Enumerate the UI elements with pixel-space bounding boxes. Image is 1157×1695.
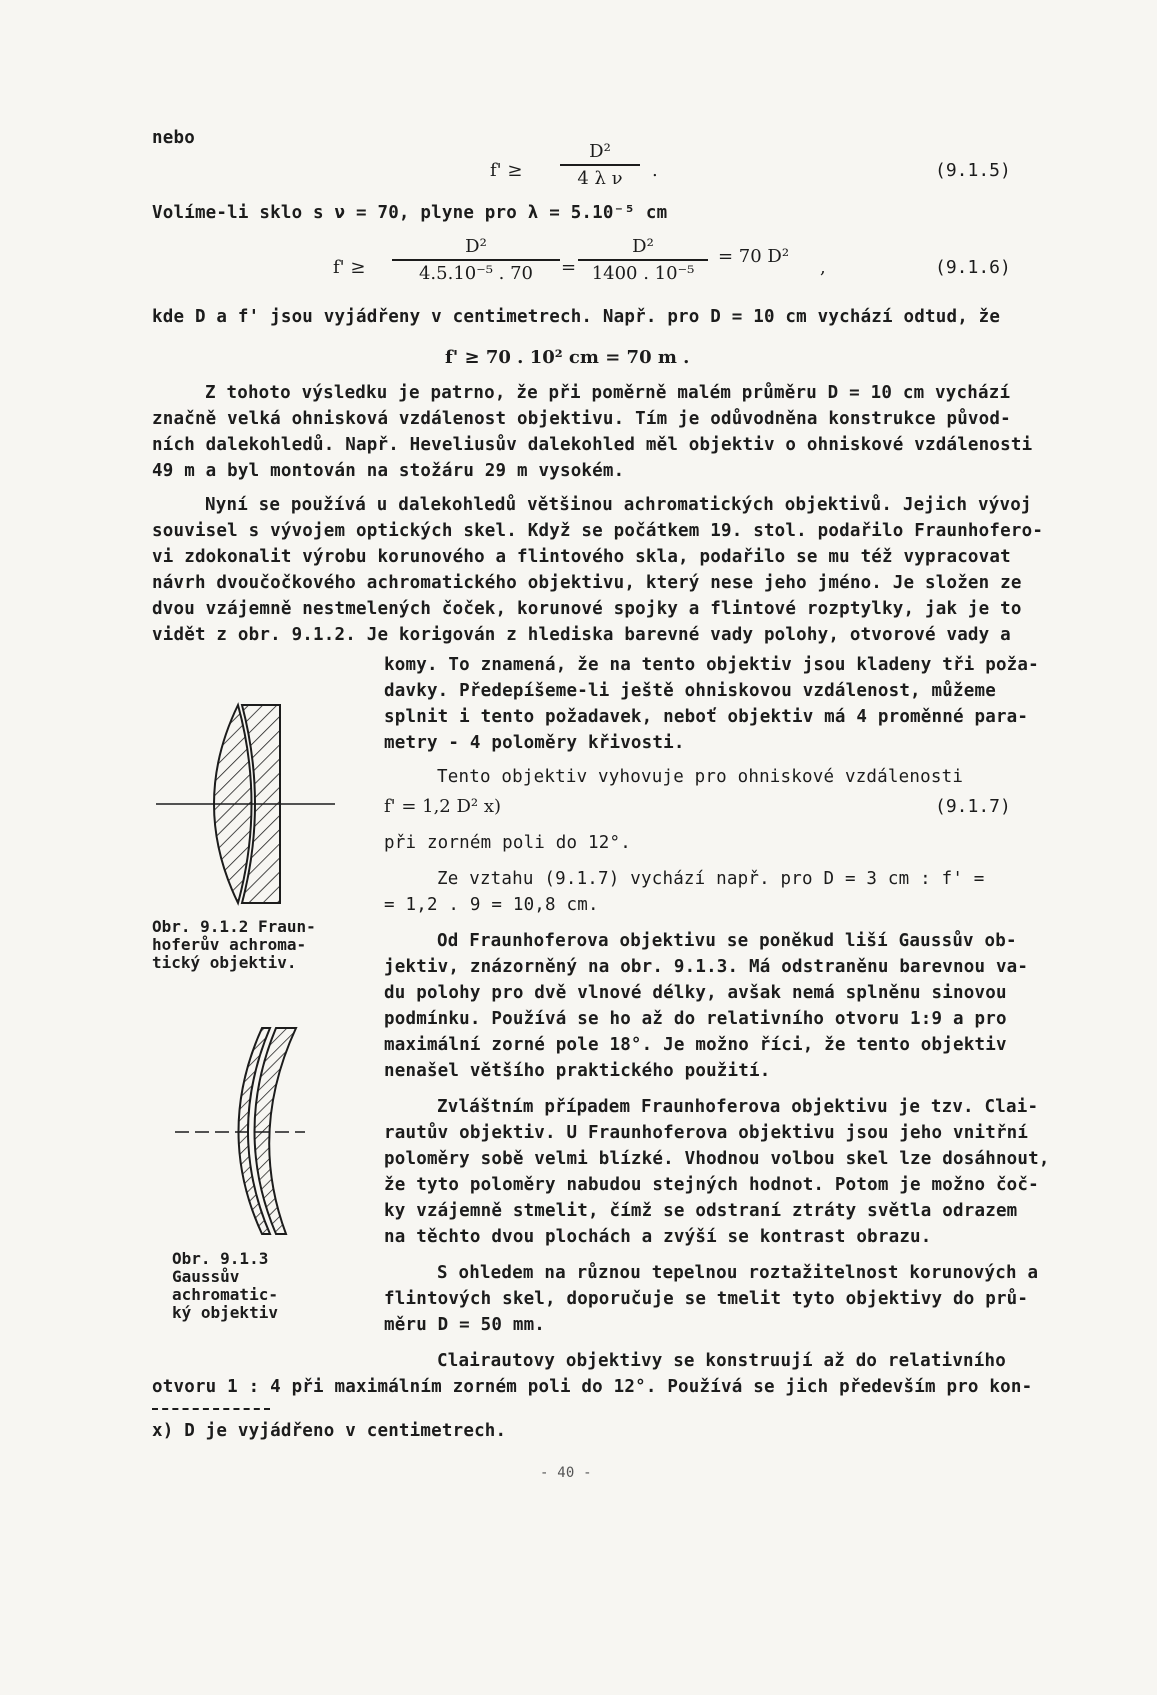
eq916-fraction1 [392,236,560,284]
caption-912-line1: Obr. 9.1.2 Fraun- [152,917,316,936]
p1-line4: 49 m a byl montován na stožáru 29 m vysokém. [152,461,625,481]
caption-fig-9-1-2 [152,918,316,972]
eq916-den1: 4.5.10⁻⁵ . 70 [418,263,534,284]
text-volime: Volíme-li sklo s ν = 70, plyne pro λ = 5.10⁻⁵ cm [152,203,668,223]
eq915-numerator: D² [589,141,611,162]
eq916-equals: = [561,257,577,278]
eq916-num1: D² [465,236,487,257]
p2-line2: souvisel s vývojem optických skel. Když se počátkem 19. stol. podařilo Fraunhofero- [152,521,1044,541]
p2-line4: návrh dvoučočkového achromatického objektivu, který nese jeho jméno. Je složen ze [152,573,1022,593]
p5-line1: Od Fraunhoferova objektivu se poněkud liší Gaussův ob- [437,931,1017,951]
p2-line9: splnit i tento požadavek, neboť objektiv má 4 proměnné para- [384,707,1029,727]
p2-line3: vi zdokonalit výrobu korunového a flintového skla, podařilo se mu též vypracovat [152,547,1011,567]
eq916-lhs: f' ≥ [333,257,366,278]
eq916-num2: D² [632,236,654,257]
p2-line7: komy. To znamená, že na tento objektiv jsou kladeny tři poža- [384,655,1039,675]
p1-line1: Z tohoto výsledku je patrno, že při poměrně malém průměru D = 10 cm vychází [205,383,1011,403]
p6-line5: ky vzájemně stmelit, čímž se odstraní ztráty světla odrazem [384,1201,1018,1221]
page-number: - 40 - [540,1465,592,1481]
p6-line2: rautův objektiv. U Fraunhoferova objektivu jsou jeho vnitřní [384,1123,1029,1143]
eq915-fraction [560,141,640,189]
p5-line2: jektiv, znázorněný na obr. 9.1.3. Má odstraněnu barevnou va- [384,957,1029,977]
p6-line4: že tyto poloměry nabudou stejných hodnot. Potom je možno čoč- [384,1175,1039,1195]
p8-line2: otvoru 1 : 4 při maximálním zorném poli do 12°. Používá se jich především pro kon- [152,1377,1033,1397]
caption-913-line3: achromatic- [172,1285,278,1304]
caption-913-line1: Obr. 9.1.3 [172,1249,269,1268]
caption-912-line3: tický objektiv. [152,953,297,972]
equation-f-70m: f' ≥ 70 . 10² cm = 70 m . [445,347,690,368]
eq916-tail: , [820,257,826,278]
fraunhofer-objective-figure [150,690,350,915]
p1-line2: značně velká ohnisková vzdálenost objektivu. Tím je odůvodněna konstrukce původ- [152,409,1011,429]
gauss-lens-back [255,1028,297,1234]
eq915-number: (9.1.5) [935,160,1011,181]
p3-line3: při zorném poli do 12°. [384,833,631,853]
p7-line1: S ohledem na různou tepelnou roztažitelnost korunových a [437,1263,1039,1283]
eq916-rhs: = 70 D² [718,246,790,267]
caption-913-line4: ký objektiv [172,1303,278,1322]
text-kde: kde D a f' jsou vyjádřeny v centimetrech. Např. pro D = 10 cm vychází odtud, že [152,307,1001,327]
p6-line3: poloměry sobě velmi blízké. Vhodnou volbou skel lze dosáhnout, [384,1149,1050,1169]
p7-line3: měru D = 50 mm. [384,1315,546,1335]
p3-line1: Tento objektiv vyhovuje pro ohniskové vzdálenosti [437,767,964,787]
eq917-number: (9.1.7) [935,796,1011,817]
gauss-objective-figure [170,1020,320,1245]
equation-9-1-7: f' = 1,2 D² x) [384,796,502,817]
eq916-number: (9.1.6) [935,257,1011,278]
p4-line2: = 1,2 . 9 = 10,8 cm. [384,895,599,915]
p2-line8: davky. Předepíšeme-li ještě ohniskovou vzdálenost, můžeme [384,681,996,701]
p2-line1: Nyní se používá u dalekohledů většinou achromatických objektivů. Jejich vývoj [205,495,1032,515]
p2-line5: dvou vzájemně nestmelených čoček, korunové spojky a flintové rozptylky, jak je to [152,599,1022,619]
eq915-lhs: f' ≥ [490,160,523,181]
p8-line1: Clairautovy objektivy se konstruují až do relativního [437,1351,1007,1371]
p2-line6: vidět z obr. 9.1.2. Je korigován z hlediska barevné vady polohy, otvorové vady a [152,625,1011,645]
p2-line10: metry - 4 poloměry křivosti. [384,733,685,753]
crown-lens [214,705,252,903]
caption-912-line2: hoferův achroma- [152,935,307,954]
text-nebo: nebo [152,128,195,148]
p7-line2: flintových skel, doporučuje se tmelit tyto objektivy do prů- [384,1289,1029,1309]
p1-line3: ních dalekohledů. Např. Heveliusův dalekohled měl objektiv o ohniskové vzdálenosti [152,435,1033,455]
eq916-fraction2 [578,236,708,284]
caption-fig-9-1-3 [172,1250,278,1322]
eq915-tail: . [652,160,658,181]
eq916-den2: 1400 . 10⁻⁵ [591,263,695,284]
p5-line3: du polohy pro dvě vlnové délky, avšak nemá splněnu sinovou [384,983,1007,1003]
p4-line1: Ze vztahu (9.1.7) vychází např. pro D = 3 cm : f' = [437,869,985,889]
footnote-rule [152,1408,270,1410]
p6-line6: na těchto dvou plochách a zvýší se kontrast obrazu. [384,1227,932,1247]
caption-913-line2: Gaussův [172,1267,240,1286]
p5-line4: podmínku. Používá se ho až do relativního otvoru 1:9 a pro [384,1009,1007,1029]
p5-line5: maximální zorné pole 18°. Je možno říci, že tento objektiv [384,1035,1007,1055]
p6-line1: Zvláštním případem Fraunhoferova objektivu je tzv. Clai- [437,1097,1039,1117]
footnote-text: x) D je vyjádřeno v centimetrech. [152,1421,507,1441]
eq915-denominator: 4 λ ν [577,168,623,189]
p5-line6: nenašel většího praktického použití. [384,1061,771,1081]
